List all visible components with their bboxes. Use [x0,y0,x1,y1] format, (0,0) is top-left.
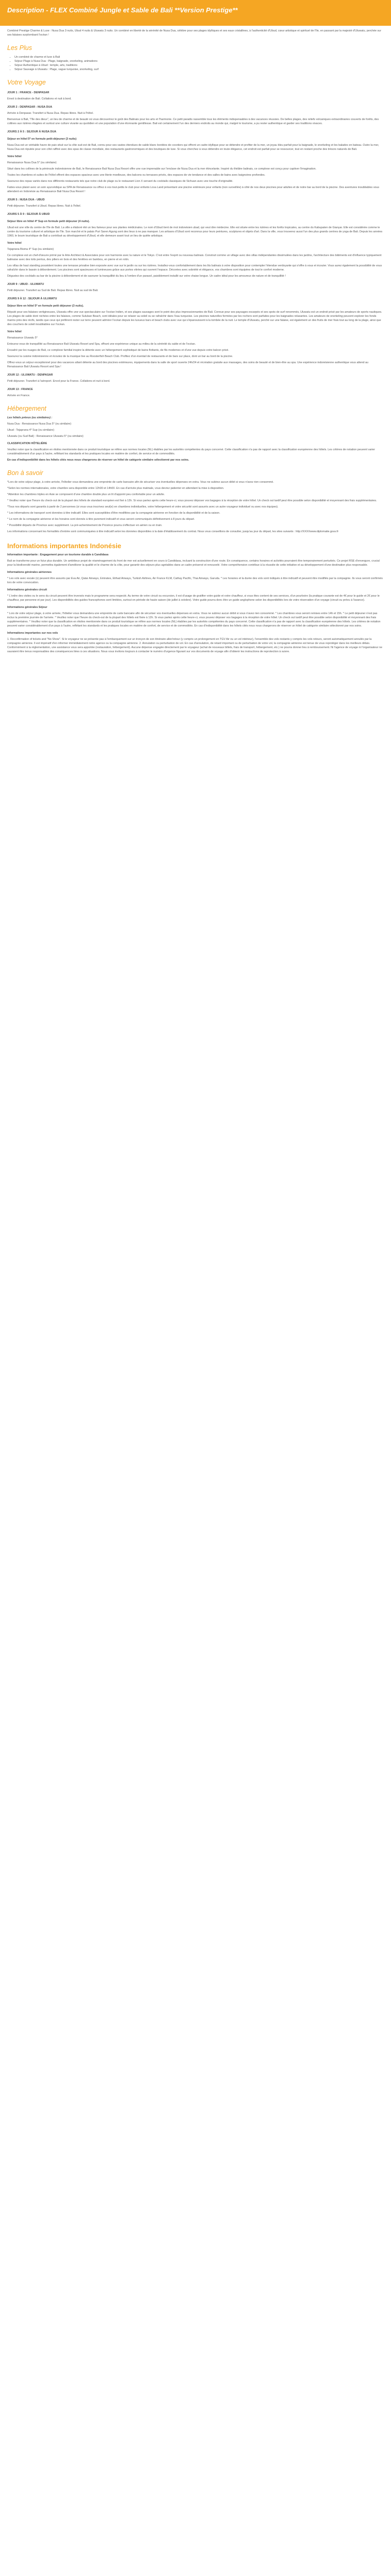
info-block-text: * L'ordre des visites ou le sens du circuit peuvent être inversés mais le programme sera respecté. Au terme de votre circuit ou excursion, il est d'usage de gratifier votre guide et votre chauffeur, si vous êtes content de ses services, d'un pourboire (la pratique courante est de 4€ pour le guide et 2€ pour le chauffeur, par personne et par jour). Les disponibilités des guides francophones sont limitées, surtout en période de haute saison (de juillet à octobre). Votre guide pourra donc être un guide anglophone selon les disponibilités lors de votre réservation d'un voyage (circuit ou prévu à l'avance). [7,595,380,602]
day-block [7,297,384,369]
info-heading: Informations importantes Indonésie [7,542,122,550]
classification-text: Veuillez noter que la classification en étoiles mentionnée dans ce produit touristique se réfère aux normes locales (NL) établies par les autorités compétentes du pays concerné. Cette classification n'a pas de rapport avec la classification européenne des hôtels. Les critères de notation peuvent varier considérablement d'un pays à l'autre, reflétant les standards et les pratiques locales en matière de confort, de service et de commodités. [7,448,375,455]
day-block [7,387,384,398]
day-paragraph: Réputé pour ses falaises vertigineuses, Uluwatu offre une vue spectaculaire sur l'océan Indien, et ses plages sauvages sont le point des plus impressionnantes de Bali. Connue pour ses paysages escarpés et ses spots de surf renommés, Uluwatu est un endroit prisé par les amateurs de sports nautiques. Les plages de sable doré nichées entre les falaises, comme Suluban Beach, sont idéales pour se relaxer au soleil ou se rafraîchir dans l'eau turquoise. Les piscines naturelles formées par les rochers sont parfaites pour les baignades relaxantes. Les amateurs de snorkeling peuvent explorer les fonds marins près des récifs, tandis que ceux qui préfèrent rester sur terre peuvent admirer l'océan depuis les luxueux bars et beach clubs avec vue qui s'épanouissent à la tombée de la nuit. Le temple d'Uluwatu, perché sur une falaise, est également un des fruits de mer frais tout au long de la plage, ainsi que des couchers de soleil inoubliables sur l'océan. [7,311,382,326]
bon-a-savoir-item: * Les informations de transport sont données à titre indicatif. Elles sont susceptibles d'être modifiées par la compagnie aérienne en fonction de la disponibilité et de la saison. [7,512,220,515]
day-paragraph: Arrivée en France. [7,394,30,397]
day-paragraph: Savourez la cuisine indonésienne et écoutez de la musique live au Roosterfish Beach Club. Profitez d'un éventail de restaurants et de bars sur place, dont un bar au bord de la piscine. [7,355,233,358]
bon-a-savoir-item: * Veuillez noter que l'heure du check-out de la plupart des hôtels de standard européen est fixé à 12h. Si vous partez après cette heure-ci, vous pouvez déposer vos bagages à la réception de votre hôtel. Un check out tardif peut être possible selon disponibilité et moyennant des frais supplémentaires. [7,499,377,502]
info-block-text: * Lors de votre séjour plage, à votre arrivée, l'hôtelier vous demandera une empreinte de carte bancaire afin de sécuriser vos éventuelles dépenses en extra. Vous ne subirez aucun débit si vous n'avez rien consommé. * Les chambres vous seront remises entre 14h et 15h. * Le petit déjeuner n'est pas inclus la première journée de l'arrivée. * Veuillez noter que l'heure du check-out de la plupart des hôtels est fixée à 12h. Si vous partez après cette heure-ci, vous pouvez déposer vos bagages à la réception de votre hôtel. Un check out tardif peut être possible selon disponibilité et moyennant des frais supplémentaires. * Veuillez noter que la classification en étoiles mentionnée dans ce produit touristique se réfère aux normes locales (NL) établies par les autorités compétentes du pays concerné. Cette classification n'a pas de rapport avec la classification européenne des hôtels. Les critères de notation peuvent varier considérablement d'un pays à l'autre, reflétant les standards et les pratiques locales en matière de confort, de service et de commodités. En cas d'indisponibilité dans les hôtels cités nous nous chargerons de réserver un hôtel de catégorie similaire sélectionné par nos soins. [7,612,381,628]
info-block-heading: Informations générales aériennes [7,571,52,574]
day-block [7,130,384,194]
bon-a-savoir-item: * Le nom de la compagnie aérienne et les horaires sont donnés à titre purement indicatif et vous seront communiqués définitivement à 8 jours du départ. [7,518,195,521]
day-paragraph: Tejaprana Bisma 4* Sup (ou similaire) [7,248,54,251]
bon-a-savoir-item: *Selon les normes internationales, votre chambre sera disponible entre 12h00 et 14h00. En cas d'arrivée plus matinale, vous devrez patienter en attendant la mise à disposition. [7,487,224,490]
day-paragraph: Toutes les chambres et suites de l'hôtel offrent des espaces spacieux avec une literie moelleuse, des balcons ou terrasses privés, des espaces de vie tendance et des salles de bains avec baignoires profondes. [7,174,266,177]
plus-item: • Séjour Plage à Nusa Dua : Plage, baignade, snorkeling, animations [14,59,384,63]
info-block-text: * Les vols avec escale (s) peuvent être assurés par Eva Air, Qatar Airways, Emirates, Etihad Airways, Turkish Airlines, Air France KLM, Cathay Pacific, Thai Airways, Garuda. * Les horaires et la durée des vols sont indiqués à titre indicatif et peuvent être modifiés par la compagnie. Ils vous seront confirmés lors de votre convocation. [7,577,383,584]
info-block-heading: Informations importantes sur nos vols [7,632,58,635]
plus-item: • Séjour Sauvage à Uluwatu : Plage, vague turquoise, snorkeling, surf [14,67,384,72]
day-paragraph: Nusa Dua est un véritable havre de paix situé sur la côte sud-est de Bali, connu pour ses vastes étendues de sable blanc bordées de cocotiers qui offrent un cadre idyllique pour se détendre et profiter de la mer, un joyau bleu parfait pour la baignade, le snorkeling et les balades en bateau. Outre la mer, Nusa Dua est réputée pour son côté raffiné avec des spas de classe mondiale, des restaurants gastronomiques et des boutiques de luxe. Si vous cherchez à vous détendre en toute élégance, cet endroit est parfait pour se ressourcer, tout en restant proche des trésors naturels de Bali. [7,144,379,151]
day-paragraph: Bienvenue à Bali, "l'île des dieux", un lieu de charme et de beauté où vous découvrirez le goût des Balinais pour les arts et l'harmonie. Ce petit paradis rassemble tous les éléments indispensables à des vacances réussies. De belles plages, des reliefs volcaniques extraordinaires couverts de forêts, des collines aux rizières étagées et surtout une culture vivante au quotidien et une population d'une étonnante gentillesse. Bali est certainement l'un des derniers endroits au monde qui, malgré le tourisme, a pu rester authentique et garder ses traditions vivaces. [7,118,379,125]
info-block-text: 1. Reconfirmation of tickets and "No Show". Si le voyageur ne se présente pas à l'embarquement sur un tronçon de son itinéraire aller/retour (y compris un prolongement en TGV Air ou un vol intérieur), l'ensemble des vols restants y compris les vols retours, seront automatiquement annulés par la compagnie aérienne. Il est impératif d'en informer immédiatement notre agence ou la compagnie aérienne. 2. Annulation ou perturbation de vol. En cas d'annulation, de retard important ou de perturbation de votre vol, la compagnie aérienne est tenue de vous reprotéger dans les meilleurs délais. Conformément à la réglementation, une assistance vous sera apportée (restauration, hébergement). Aucune dépense engagée directement par le voyageur (achat de nouveaux billets, frais de transport, hébergement, etc.) ne pourra donner lieu à remboursement. Ni l'agence de voyage ni l'organisateur ne sauraient être tenus responsables des conséquences liées à ces situations. Nous vous invitons toujours à contacter le numéro d'urgence figurant sur vos documents de voyage afin d'obtenir les instructions de reprotection à suivre. [7,638,382,653]
day-paragraph: Faites-vous plaisir avec un soin ayurvédique au SPA de Renaissance ou offrez à vos tout-petits le club pour enfants Lova Land présentant une piscine extérieure pour enfants (non surveillée) à côté de nos deux piscines pour adultes et de notre bar au bord de la piscine. Des aventures inoubliables vous attendent en Indonésie au Renaissance Bali Nusa Dua Resort ! [7,186,380,193]
info-block [7,631,384,654]
bon-a-savoir-item: *Lors de votre séjour plage, à votre arrivée, l'hôtelier vous demandera une empreinte de carte bancaire afin de sécuriser vos éventuelles dépenses en extra. Vous ne subirez aucun débit si vous n'avez rien consommé. [7,481,274,484]
day-paragraph: Votre hôtel [7,330,22,333]
info-block [7,588,384,602]
page-header [0,0,391,26]
info-block [7,605,384,628]
info-block [7,570,384,585]
day-paragraph: Les villas de haut standing possèdent toutes une terrasse privative bien exposée avec vue sur le jardin ou sur les rizières. Installez-vous confortablement dans les lits balinais à votre disposition pour contempler l'étendue verdoyante qui s'offre à vous et écouter. Vous aurez également la possibilité de vous rafraîchir dans le bassin à débordement. Les piscines sont spacieuses et lumineuses grâce aux portes vitrées qui ouvrent l'espace. Décorées avec sobriété et élégance, vos chambres sont équipées de tout le confort moderne. [7,264,382,272]
day-paragraph: Situé dans les collines de la péninsule indonésienne de Bali, le Renaissance Bali Nusa Dua Resort offre une vue imprenable sur l'enclave de Nusa Dua et la mer étincelante. Inspiré du théâtre balinais, ce complexe est conçu pour captiver l'imagination. [7,167,317,171]
day-paragraph: Entourez-vous de tranquillité au Renaissance Bali Uluwatu Resort and Spa, offrant une expérience unique au milieu de la sérénité du sable et de l'océan. [7,343,196,346]
plus-item: • Séjour Authentique à Ubud : temple, arts, traditions [14,63,384,67]
day-paragraph: Petit déjeuner. Transfert à Ubud. Repas libres. Nuit à l'hôtel. [7,205,82,208]
day-paragraph: Ce complexe est un chef-d'œuvre primé par le Arte Architect & Associates pour son harmonie avec la nature et le Tokyo. C'est entre l'esprit ou nouveau balinais. Construit comme un village avec des villas indépendantes dissimulées dans les jardins, l'architecture des bâtiments est d'influence typiquement balinaise avec des toits pentus, des piliers en bois et des fenêtres en bambou, en pierre et en rotin. [7,254,382,261]
classification-heading: CLASSIFICATION HÔTELIÈRE [7,442,47,445]
info-block-heading: Informations générales circuit [7,588,47,591]
day-heading: JOURS 9 À 12 : SEJOUR À ULUWATU [7,297,57,300]
hotel-line: Nusa Dua : Renaissance Nusa Dua 5* (ou similaire) [7,422,72,426]
day-paragraph: Petit déjeuner. Transfert au Sud de Bali. Repas libres. Nuit au sud de Bali. [7,289,99,292]
day-paragraph: Petit déjeuner. Transfert à l'aéroport. Envol pour la France. Collations et nuit à bord. [7,380,110,383]
plus-item: • Un combiné de charme et luxe à Bali [14,55,384,59]
day-paragraph: Votre hôtel [7,155,22,158]
day-heading: JOURS 2 À 5 : SEJOUR À NUSA DUA [7,130,57,133]
day-heading: JOURS 5 À 9 : SEJOUR À UBUD [7,213,50,216]
day-paragraph: Envol à destination de Bali. Collations et nuit à bord. [7,97,72,100]
day-paragraph: Renaissance Nusa Dua 5* (ou similaire) [7,161,57,164]
day-block [7,91,384,101]
day-paragraph: Séjour libre en hôtel 4* Sup en formule petit déjeuner (4 nuits). [7,220,90,223]
classification-note: En cas d'indisponibilité dans les hôtels cités nous nous chargerons de réserver un hôtel de catégorie similaire sélectionné par nos soins. [7,459,189,462]
day-heading: JOUR 12 : ULUWATU - DENPASAR [7,374,53,377]
plus-heading: Les Plus [7,44,32,52]
hotel-line: Uluwatu (ou Sud Bali) : Renaissance Uluwatu 5* (ou similaire) [7,435,84,438]
info-block-heading: Informations générales Séjour [7,606,47,609]
info-block-heading: Information importante : Engagement pour un tourisme durable à Candidasa [7,553,109,556]
day-block [7,212,384,278]
voyage-heading: Votre Voyage [7,79,46,86]
info-block-text: Bali se transforme pour un futur plus durable. Un ambitieux projet de réaménagement du front de mer est actuellement en cours à Candidasa, incluant la construction d'une route. En conséquence, certains horaires et activités pourraient être temporairement perturbés. Ce projet RSE d'envergure, crucial pour la biodiversité marine, permettra également d'améliorer la qualité et le charme de la côte, pour garantir des séjours plus agréables dans un cadre préservé et renouvelé. Votre compréhension contribue à la réussite de cette initiative et au développement d'une destination plus responsable. [7,560,380,567]
itinerary [7,91,384,398]
hotels-intro: Les hôtels prévus (ou similaires) : [7,416,53,419]
bon-a-savoir-item: *Attention les chambres triples en Asie se composent d'une chambre double plus un lit d'appoint peu confortable pour un adulte. [7,493,165,496]
intro-text: Combiné Prestige Charme & Luxe : Nusa Dua 3 nuits, Ubud 4 nuits & Uluwatu 3 nuits. Un combiné en liberté de la sérénité de Nusa Dua, célèbre pour ses plages idylliques et ses eaux cristallines, à l'authenticité d'Ubud, cœur artistique et spirituel de l'île, en passant par la majesté d'Uluwatu, perchée sur ses falaises surplombant l'océan ! [7,29,382,37]
day-block [7,198,384,208]
info-blocks [7,553,384,654]
day-paragraph: Encadré par les nuages de Bali, ce complexe familial inspire la détente avec un hébergement sophistiqué de bains flottants, de fils modernes et d'une vue depuis votre balcon privé. [7,349,229,352]
day-heading: JOUR 2 : DENPASAR - NUSA DUA [7,106,53,109]
bon-a-savoir-item: * Possibilité départs de Province avec supplément. La pré-acheminement de Province pourra s'effectuer en aérien ou en train. [7,524,162,527]
day-heading: JOUR 13 : FRANCE [7,388,33,391]
day-paragraph: Votre hôtel [7,242,22,245]
day-block [7,373,384,383]
day-paragraph: Offrez-vous un séjour exceptionnel pour des vacances allant détente au bord des piscines extérieures, équipements dans la salle de sport ouverte 24h/24 et récréation gratuite aux massages, des soins de beauté et de bien-être au spa. Une expérience indonésienne authentique vous attend au Renaissance Bali Uluwatu Resort and Spa ! [7,361,368,368]
day-paragraph: Ubud est une ville du centre de l'île de Bali. La ville a élaboré été un lieu fameux pour ses plantes médicinales. Le nom d'Ubud tient de mot indonésien ubad, qui veut dire médecine. Elle est située entre les rizières et les forêts tropicales, au centre du Kabupaten de Gianyar. Elle est considérée comme le centre du tourisme culturel et artistique de l'île. Son marché et le palais Puri Saren Agung sont des lieux à ne pas manquer. Les artisans d'Ubud sont reconnus pour leurs peintures, sculptures et objets d'art. Dans la ville, vous trouverez aussi l'un des plus grands centres de yoga de Bali. Depuis les années 1960, le boum touristique de Bali a contribué au développement d'Ubud, et elle demeure avant tout un lieu de quiète artistique. [7,226,383,238]
bon-a-savoir-item: Les informations concernant les formalités d'entrée sont communiquées à titre indicatif selon les données disponibles à la date d'établissement du contrat. Nous vous conseillons de consulter, jusqu'au jour du départ, les sites suivants : http://XXXXwww.diplomatie.gouv.fr [7,530,339,533]
hebergement-heading: Hébergement [7,405,46,412]
day-heading: JOUR 9 : UBUD - ULUWATU [7,283,44,286]
day-paragraph: Arrivée à Denpasar. Transfert à Nusa Dua. Repas libres. Nuit à l'hôtel. [7,112,94,115]
day-paragraph: Dégustez des cocktails au bar de la piscine à débordement et de savourer la tranquillité du lieu à l'ombre d'un parasol, paisiblement installé sur votre chaise longue. Un cadre idéal pour les amoureux de nature et de tranquillité ! [7,275,286,278]
day-block [7,282,384,293]
day-paragraph: Renaissance Uluwatu 5* [7,336,38,340]
hotel-line: Ubud : Tejaprana 4* Sup (ou similaire) [7,429,54,432]
page-title: Description - FLEX Combiné Jungle et Sable de Bali **Version Prestige** [7,6,238,14]
bon-a-savoir-heading: Bon à savoir [7,469,43,477]
main-content [0,26,391,654]
day-block [7,105,384,126]
info-block [7,553,384,567]
day-heading: JOUR 1 : FRANCE - DENPASAR [7,91,50,94]
day-heading: JOUR 5 : NUSA DUA - UBUD [7,198,45,201]
bon-a-savoir-list [7,480,384,534]
day-paragraph: Savourez des repas variés dans nos différents restaurants tels que notre club de plage ou le restaurant Lion X servant du cocktails classiques de Sichuan avec une touche d'originalité. [7,180,233,183]
bon-a-savoir-item: *Tous nos départs sont garantis à partir de 2 personnes (si vous vous inscrivez seul(e) en chambres individuelles, votre hébergement et votre sécurité sont assurés avec un autre voyageur individuel ou avec nos équipes). [7,505,279,509]
plus-list [14,55,384,72]
day-paragraph: Séjour libre en hôtel 5* en formule petit déjeuner (3 nuits). [7,304,84,308]
day-paragraph: Séjour en hôtel 5* en formule petit-déjeuner (3 nuits) [7,138,77,141]
